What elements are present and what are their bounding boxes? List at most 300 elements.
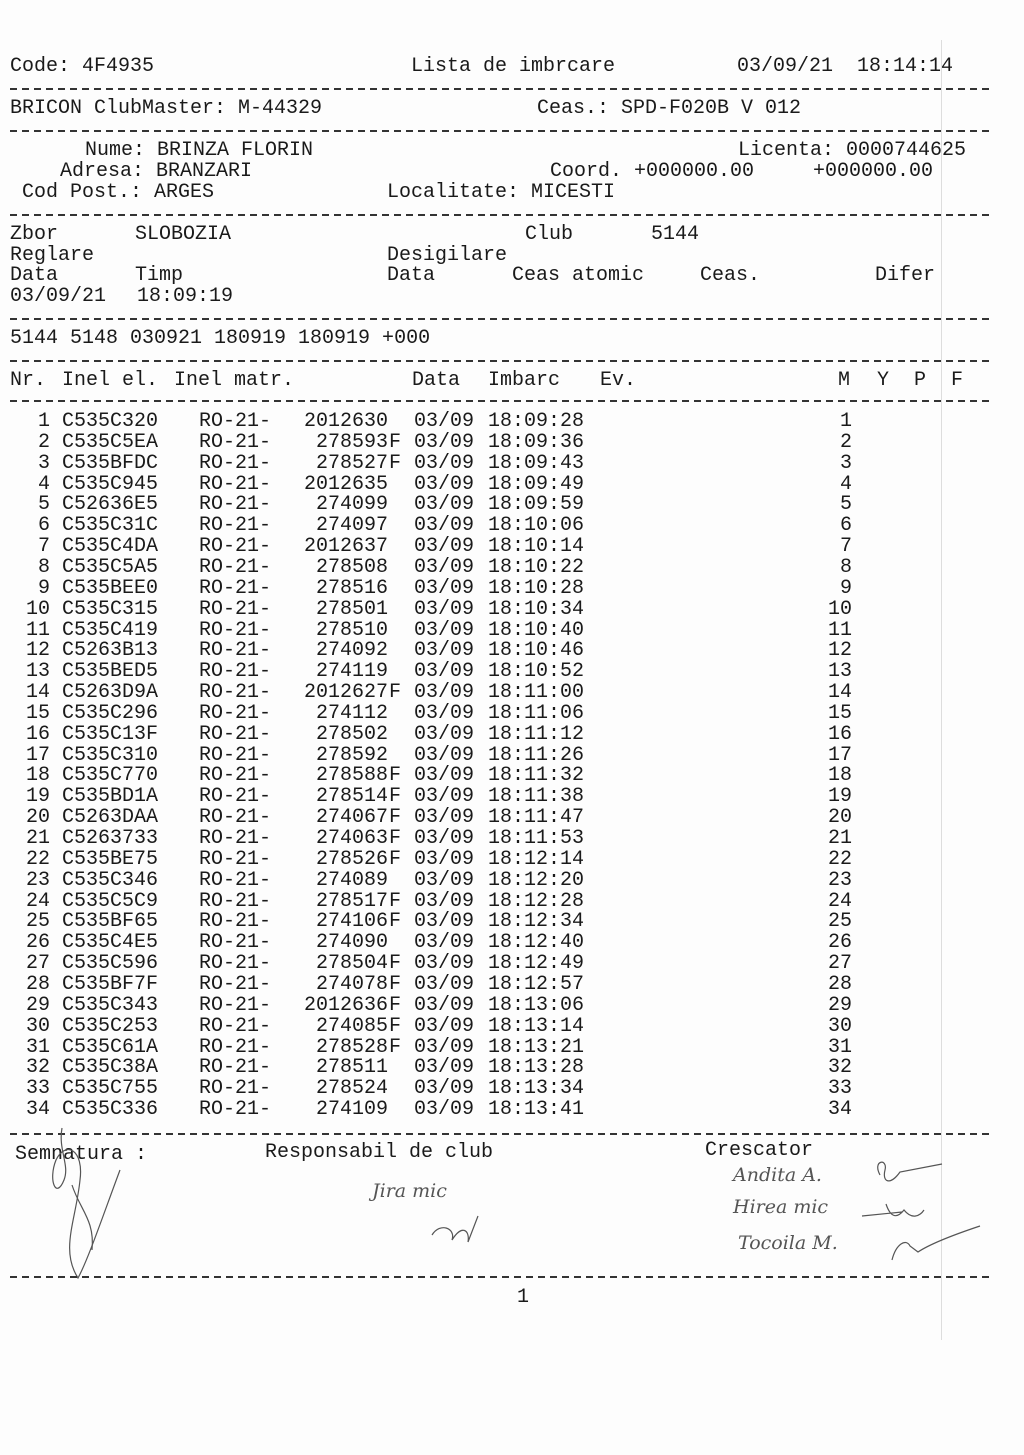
row-position-m: 26 — [827, 931, 852, 955]
row-nr: 14 — [25, 681, 50, 705]
row-imbarc: 18:10:34 — [488, 597, 585, 621]
row-imbarc: 18:12:20 — [488, 868, 585, 892]
row-inel-matr: 278528 — [315, 1035, 388, 1059]
row-position-m: 4 — [839, 472, 852, 496]
row-inel-el: C535BF65 — [62, 910, 159, 934]
row-imbarc: 18:10:46 — [488, 639, 585, 663]
row-data: 03/09 — [414, 910, 475, 934]
row-nr: 32 — [25, 1056, 50, 1080]
row-nr: 15 — [25, 701, 50, 725]
row-imbarc: 18:09:36 — [488, 430, 585, 454]
row-data: 03/09 — [414, 514, 475, 538]
row-imbarc: 18:11:26 — [488, 743, 585, 767]
row-data: 03/09 — [414, 639, 475, 663]
row-ring-prefix: RO-21- — [199, 514, 272, 538]
row-imbarc: 18:13:34 — [488, 1077, 585, 1101]
print-datetime: 03/09/21 18:14:14 — [737, 55, 954, 78]
row-data: 03/09 — [414, 952, 475, 976]
row-position-m: 33 — [827, 1077, 852, 1101]
col-p: P — [914, 369, 927, 392]
row-inel-el: C535C5EA — [62, 430, 159, 454]
clubmaster-id: BRICON ClubMaster: M-44329 — [10, 97, 323, 120]
row-inel-matr: 2012637 — [303, 535, 388, 559]
row-data: 03/09 — [414, 430, 475, 454]
row-position-m: 15 — [827, 701, 852, 725]
row-inel-matr: 274109 — [315, 1098, 388, 1122]
row-inel-el: C535C13F — [62, 722, 159, 746]
summary-line: 5144 5148 030921 180919 180919 +000 — [10, 327, 431, 350]
data-label: Data — [10, 264, 59, 287]
club-responsible-label: Responsabil de club — [265, 1141, 494, 1164]
row-data: 03/09 — [414, 535, 475, 559]
handwritten-signatures — [0, 1120, 1024, 1290]
row-imbarc: 18:11:53 — [488, 827, 585, 850]
row-flag: F — [389, 1014, 402, 1038]
row-ring-prefix: RO-21- — [199, 576, 272, 600]
row-ring-prefix: RO-21- — [199, 597, 272, 621]
row-inel-el: C535BE75 — [62, 847, 159, 871]
row-imbarc: 18:11:47 — [488, 806, 585, 830]
row-inel-matr: 278524 — [315, 1077, 388, 1101]
data2-label: Data — [387, 264, 436, 287]
row-data: 03/09 — [414, 597, 475, 621]
row-imbarc: 18:12:40 — [488, 931, 585, 955]
row-nr: 16 — [25, 722, 50, 746]
row-nr: 31 — [25, 1035, 50, 1059]
reglare-label: Reglare — [10, 244, 95, 267]
row-inel-matr: 274119 — [315, 660, 388, 684]
row-data: 03/09 — [414, 660, 475, 684]
row-imbarc: 18:10:28 — [488, 576, 585, 600]
row-imbarc: 18:12:14 — [488, 847, 585, 871]
divider — [10, 400, 990, 402]
row-ring-prefix: RO-21- — [199, 868, 272, 892]
row-data: 03/09 — [414, 743, 475, 767]
row-position-m: 23 — [827, 868, 852, 892]
row-inel-matr: 278514 — [315, 785, 388, 809]
row-imbarc: 18:09:49 — [488, 472, 585, 496]
page-number: 1 — [517, 1286, 530, 1309]
row-ring-prefix: RO-21- — [199, 1014, 272, 1038]
col-ev: Ev. — [600, 369, 637, 392]
row-position-m: 31 — [827, 1035, 852, 1059]
row-inel-el: C535C61A — [62, 1035, 159, 1059]
coord-2: +000000.00 — [813, 160, 934, 183]
row-inel-el: C535C945 — [62, 472, 159, 496]
row-ring-prefix: RO-21- — [199, 1056, 272, 1080]
row-inel-el: C5263733 — [62, 827, 159, 850]
row-position-m: 17 — [827, 743, 852, 767]
row-inel-matr: 278502 — [315, 722, 388, 746]
row-imbarc: 18:11:38 — [488, 785, 585, 809]
row-inel-el: C535C755 — [62, 1077, 159, 1101]
row-inel-matr: 274099 — [315, 493, 388, 517]
zbor-value: SLOBOZIA — [135, 223, 232, 246]
row-inel-el: C535C5C9 — [62, 889, 159, 913]
row-imbarc: 18:12:57 — [488, 972, 585, 996]
row-position-m: 5 — [839, 493, 852, 517]
row-data: 03/09 — [414, 847, 475, 871]
row-imbarc: 18:09:59 — [488, 493, 585, 517]
row-ring-prefix: RO-21- — [199, 1098, 272, 1122]
row-nr: 33 — [25, 1077, 50, 1101]
row-ring-prefix: RO-21- — [199, 535, 272, 559]
row-nr: 24 — [25, 889, 50, 913]
row-position-m: 14 — [827, 681, 852, 705]
row-nr: 7 — [37, 535, 50, 559]
row-position-m: 10 — [827, 597, 852, 621]
row-position-m: 25 — [827, 910, 852, 934]
signature-breeder-3 — [892, 1226, 980, 1260]
row-inel-matr: 278516 — [315, 576, 388, 600]
ceas-label: Ceas. — [700, 264, 761, 287]
row-position-m: 24 — [827, 889, 852, 913]
row-imbarc: 18:10:22 — [488, 555, 585, 579]
row-nr: 1 — [37, 410, 50, 433]
row-inel-matr: 278508 — [315, 555, 388, 579]
row-nr: 6 — [37, 514, 50, 538]
col-imbarc: Imbarc — [488, 369, 561, 392]
row-inel-el: C535C296 — [62, 701, 159, 725]
owner-name: Nume: BRINZA FLORIN — [85, 139, 314, 162]
row-inel-el: C535C4E5 — [62, 931, 159, 955]
row-position-m: 3 — [839, 451, 852, 475]
row-position-m: 2 — [839, 430, 852, 454]
row-nr: 3 — [37, 451, 50, 475]
row-position-m: 8 — [839, 555, 852, 579]
row-data: 03/09 — [414, 1077, 475, 1101]
row-inel-el: C535C419 — [62, 618, 159, 642]
row-imbarc: 18:13:41 — [488, 1098, 585, 1122]
row-imbarc: 18:10:14 — [488, 535, 585, 559]
row-flag: F — [389, 889, 402, 913]
row-data: 03/09 — [414, 493, 475, 517]
row-ring-prefix: RO-21- — [199, 806, 272, 830]
row-data: 03/09 — [414, 410, 475, 433]
clock-id: Ceas.: SPD-F020B V 012 — [537, 97, 802, 120]
divider — [10, 214, 990, 216]
signature-scribble-left — [53, 1128, 120, 1278]
row-position-m: 6 — [839, 514, 852, 538]
row-data: 03/09 — [414, 1035, 475, 1059]
breeder-handwritten-2: Hirea mic — [733, 1196, 829, 1218]
divider — [10, 360, 990, 362]
divider — [10, 318, 990, 320]
row-flag: F — [389, 993, 402, 1017]
reglare-time: 18:09:19 — [137, 285, 234, 308]
row-position-m: 30 — [827, 1014, 852, 1038]
row-imbarc: 18:12:49 — [488, 952, 585, 976]
row-nr: 2 — [37, 430, 50, 454]
row-position-m: 32 — [827, 1056, 852, 1080]
owner-license: Licenta: 0000744625 — [738, 139, 967, 162]
signature-breeder-2 — [862, 1204, 924, 1216]
row-imbarc: 18:10:06 — [488, 514, 585, 538]
timp-label: Timp — [135, 264, 184, 287]
row-position-m: 34 — [827, 1098, 852, 1122]
document-code: Code: 4F4935 — [10, 55, 155, 78]
row-flag: F — [389, 952, 402, 976]
row-imbarc: 18:13:21 — [488, 1035, 585, 1059]
row-imbarc: 18:09:43 — [488, 451, 585, 475]
row-position-m: 11 — [827, 618, 852, 642]
row-inel-el: C535C31C — [62, 514, 159, 538]
row-inel-matr: 278588 — [315, 764, 388, 788]
row-position-m: 21 — [827, 827, 852, 850]
row-inel-el: C535C596 — [62, 952, 159, 976]
row-inel-el: C535BD1A — [62, 785, 159, 809]
ceas-atomic-label: Ceas atomic — [512, 264, 645, 287]
row-inel-el: C535C38A — [62, 1056, 159, 1080]
row-ring-prefix: RO-21- — [199, 430, 272, 454]
row-inel-el: C535BEE0 — [62, 576, 159, 600]
row-flag: F — [389, 785, 402, 809]
row-position-m: 18 — [827, 764, 852, 788]
row-inel-matr: 2012627 — [303, 681, 388, 705]
row-inel-matr: 2012630 — [303, 410, 388, 433]
row-nr: 29 — [25, 993, 50, 1017]
row-inel-matr: 278504 — [315, 952, 388, 976]
row-inel-matr: 278526 — [315, 847, 388, 871]
row-position-m: 20 — [827, 806, 852, 830]
row-ring-prefix: RO-21- — [199, 785, 272, 809]
row-ring-prefix: RO-21- — [199, 827, 272, 850]
row-inel-el: C535BFDC — [62, 451, 159, 475]
row-data: 03/09 — [414, 889, 475, 913]
divider — [10, 1276, 990, 1278]
row-ring-prefix: RO-21- — [199, 660, 272, 684]
club-handwritten-name: Jira mic — [372, 1180, 447, 1202]
signature-club — [432, 1216, 478, 1242]
breeder-label: Crescator — [705, 1139, 814, 1162]
row-flag: F — [389, 847, 402, 871]
row-ring-prefix: RO-21- — [199, 1077, 272, 1101]
row-inel-matr: 274089 — [315, 868, 388, 892]
row-ring-prefix: RO-21- — [199, 743, 272, 767]
row-inel-matr: 278510 — [315, 618, 388, 642]
row-data: 03/09 — [414, 1014, 475, 1038]
row-nr: 10 — [25, 597, 50, 621]
row-nr: 20 — [25, 806, 50, 830]
row-inel-matr: 278592 — [315, 743, 388, 767]
col-data: Data — [412, 369, 461, 392]
row-nr: 21 — [25, 827, 50, 850]
row-inel-el: C535C320 — [62, 410, 159, 433]
row-data: 03/09 — [414, 806, 475, 830]
row-data: 03/09 — [414, 451, 475, 475]
row-ring-prefix: RO-21- — [199, 910, 272, 934]
row-ring-prefix: RO-21- — [199, 1035, 272, 1059]
row-nr: 22 — [25, 847, 50, 871]
row-inel-el: C535C5A5 — [62, 555, 159, 579]
row-inel-matr: 278511 — [315, 1056, 388, 1080]
breeder-handwritten-3: Tocoila M. — [738, 1232, 838, 1254]
row-flag: F — [389, 681, 402, 705]
row-ring-prefix: RO-21- — [199, 972, 272, 996]
row-nr: 34 — [25, 1098, 50, 1122]
row-inel-el: C535C336 — [62, 1098, 159, 1122]
row-nr: 9 — [37, 576, 50, 600]
row-ring-prefix: RO-21- — [199, 639, 272, 663]
row-inel-matr: 274063 — [315, 827, 388, 850]
row-imbarc: 18:11:06 — [488, 701, 585, 725]
row-ring-prefix: RO-21- — [199, 681, 272, 705]
row-data: 03/09 — [414, 993, 475, 1017]
row-position-m: 13 — [827, 660, 852, 684]
row-data: 03/09 — [414, 785, 475, 809]
row-data: 03/09 — [414, 764, 475, 788]
col-inel-matr: Inel matr. — [174, 369, 295, 392]
row-ring-prefix: RO-21- — [199, 931, 272, 955]
row-nr: 13 — [25, 660, 50, 684]
row-data: 03/09 — [414, 868, 475, 892]
row-inel-matr: 274112 — [315, 701, 388, 725]
row-nr: 25 — [25, 910, 50, 934]
difer-label: Difer — [875, 264, 936, 287]
row-data: 03/09 — [414, 972, 475, 996]
row-inel-matr: 274092 — [315, 639, 388, 663]
row-ring-prefix: RO-21- — [199, 889, 272, 913]
row-nr: 4 — [37, 472, 50, 496]
signature-label: Semnatura : — [15, 1143, 148, 1166]
row-flag: F — [389, 827, 402, 850]
row-inel-matr: 274097 — [315, 514, 388, 538]
owner-locality: Localitate: MICESTI — [387, 181, 616, 204]
row-inel-el: C535C770 — [62, 764, 159, 788]
row-imbarc: 18:12:34 — [488, 910, 585, 934]
row-inel-el: C5263B13 — [62, 639, 159, 663]
row-inel-matr: 274106 — [315, 910, 388, 934]
owner-postcode: Cod Post.: ARGES — [22, 181, 215, 204]
signature-breeder-1 — [878, 1162, 942, 1181]
row-imbarc: 18:09:28 — [488, 410, 585, 433]
row-ring-prefix: RO-21- — [199, 764, 272, 788]
row-nr: 23 — [25, 868, 50, 892]
row-data: 03/09 — [414, 931, 475, 955]
row-data: 03/09 — [414, 576, 475, 600]
desigilare-label: Desigilare — [387, 244, 508, 267]
row-inel-el: C535C4DA — [62, 535, 159, 559]
row-imbarc: 18:11:12 — [488, 722, 585, 746]
coord-1: Coord. +000000.00 — [550, 160, 755, 183]
row-position-m: 19 — [827, 785, 852, 809]
row-position-m: 29 — [827, 993, 852, 1017]
row-flag: F — [389, 430, 402, 454]
row-ring-prefix: RO-21- — [199, 722, 272, 746]
row-inel-matr: 278527 — [315, 451, 388, 475]
row-flag: F — [389, 972, 402, 996]
row-nr: 8 — [37, 555, 50, 579]
row-inel-el: C535C310 — [62, 743, 159, 767]
row-imbarc: 18:10:40 — [488, 618, 585, 642]
row-inel-matr: 2012635 — [303, 472, 388, 496]
row-flag: F — [389, 451, 402, 475]
row-flag: F — [389, 764, 402, 788]
row-data: 03/09 — [414, 701, 475, 725]
row-inel-matr: 278501 — [315, 597, 388, 621]
row-nr: 19 — [25, 785, 50, 809]
row-ring-prefix: RO-21- — [199, 472, 272, 496]
owner-address: Adresa: BRANZARI — [60, 160, 253, 183]
row-nr: 26 — [25, 931, 50, 955]
row-nr: 5 — [37, 493, 50, 517]
row-data: 03/09 — [414, 722, 475, 746]
row-imbarc: 18:12:28 — [488, 889, 585, 913]
row-imbarc: 18:13:28 — [488, 1056, 585, 1080]
row-position-m: 1 — [839, 410, 852, 433]
row-data: 03/09 — [414, 1098, 475, 1122]
row-ring-prefix: RO-21- — [199, 451, 272, 475]
row-nr: 12 — [25, 639, 50, 663]
row-inel-matr: 274067 — [315, 806, 388, 830]
row-position-m: 28 — [827, 972, 852, 996]
row-nr: 27 — [25, 952, 50, 976]
signature-scribble-left-2 — [72, 1185, 92, 1250]
row-inel-el: C5263DAA — [62, 806, 159, 830]
row-inel-el: C5263D9A — [62, 681, 159, 705]
row-position-m: 7 — [839, 535, 852, 559]
row-position-m: 16 — [827, 722, 852, 746]
row-ring-prefix: RO-21- — [199, 993, 272, 1017]
row-inel-el: C535BF7F — [62, 972, 159, 996]
row-flag: F — [389, 910, 402, 934]
row-inel-matr: 2012636 — [303, 993, 388, 1017]
row-data: 03/09 — [414, 618, 475, 642]
row-ring-prefix: RO-21- — [199, 410, 272, 433]
row-flag: F — [389, 806, 402, 830]
row-inel-el: C535C253 — [62, 1014, 159, 1038]
row-data: 03/09 — [414, 1056, 475, 1080]
row-ring-prefix: RO-21- — [199, 701, 272, 725]
row-position-m: 27 — [827, 952, 852, 976]
row-inel-el: C535C343 — [62, 993, 159, 1017]
col-m: M — [838, 369, 851, 392]
row-nr: 28 — [25, 972, 50, 996]
row-nr: 18 — [25, 764, 50, 788]
row-nr: 30 — [25, 1014, 50, 1038]
row-imbarc: 18:10:52 — [488, 660, 585, 684]
row-position-m: 12 — [827, 639, 852, 663]
row-inel-matr: 278517 — [315, 889, 388, 913]
row-inel-matr: 274090 — [315, 931, 388, 955]
row-position-m: 22 — [827, 847, 852, 871]
col-nr: Nr. — [10, 369, 47, 392]
row-flag: F — [389, 1035, 402, 1059]
row-data: 03/09 — [414, 827, 475, 850]
row-ring-prefix: RO-21- — [199, 847, 272, 871]
row-nr: 17 — [25, 743, 50, 767]
zbor-label: Zbor — [10, 223, 59, 246]
row-nr: 11 — [25, 618, 50, 642]
row-inel-matr: 278593 — [315, 430, 388, 454]
divider — [10, 130, 990, 132]
row-inel-matr: 274078 — [315, 972, 388, 996]
col-y: Y — [877, 369, 890, 392]
row-inel-el: C52636E5 — [62, 493, 159, 517]
document-title: Lista de imbrcare — [411, 55, 616, 78]
col-inel-el: Inel el. — [62, 369, 159, 392]
row-imbarc: 18:11:32 — [488, 764, 585, 788]
row-ring-prefix: RO-21- — [199, 618, 272, 642]
row-imbarc: 18:11:00 — [488, 681, 585, 705]
row-inel-el: C535C315 — [62, 597, 159, 621]
reglare-date: 03/09/21 — [10, 285, 107, 308]
row-ring-prefix: RO-21- — [199, 493, 272, 517]
row-position-m: 9 — [839, 576, 852, 600]
divider — [10, 88, 990, 90]
col-f: F — [951, 369, 964, 392]
row-data: 03/09 — [414, 555, 475, 579]
